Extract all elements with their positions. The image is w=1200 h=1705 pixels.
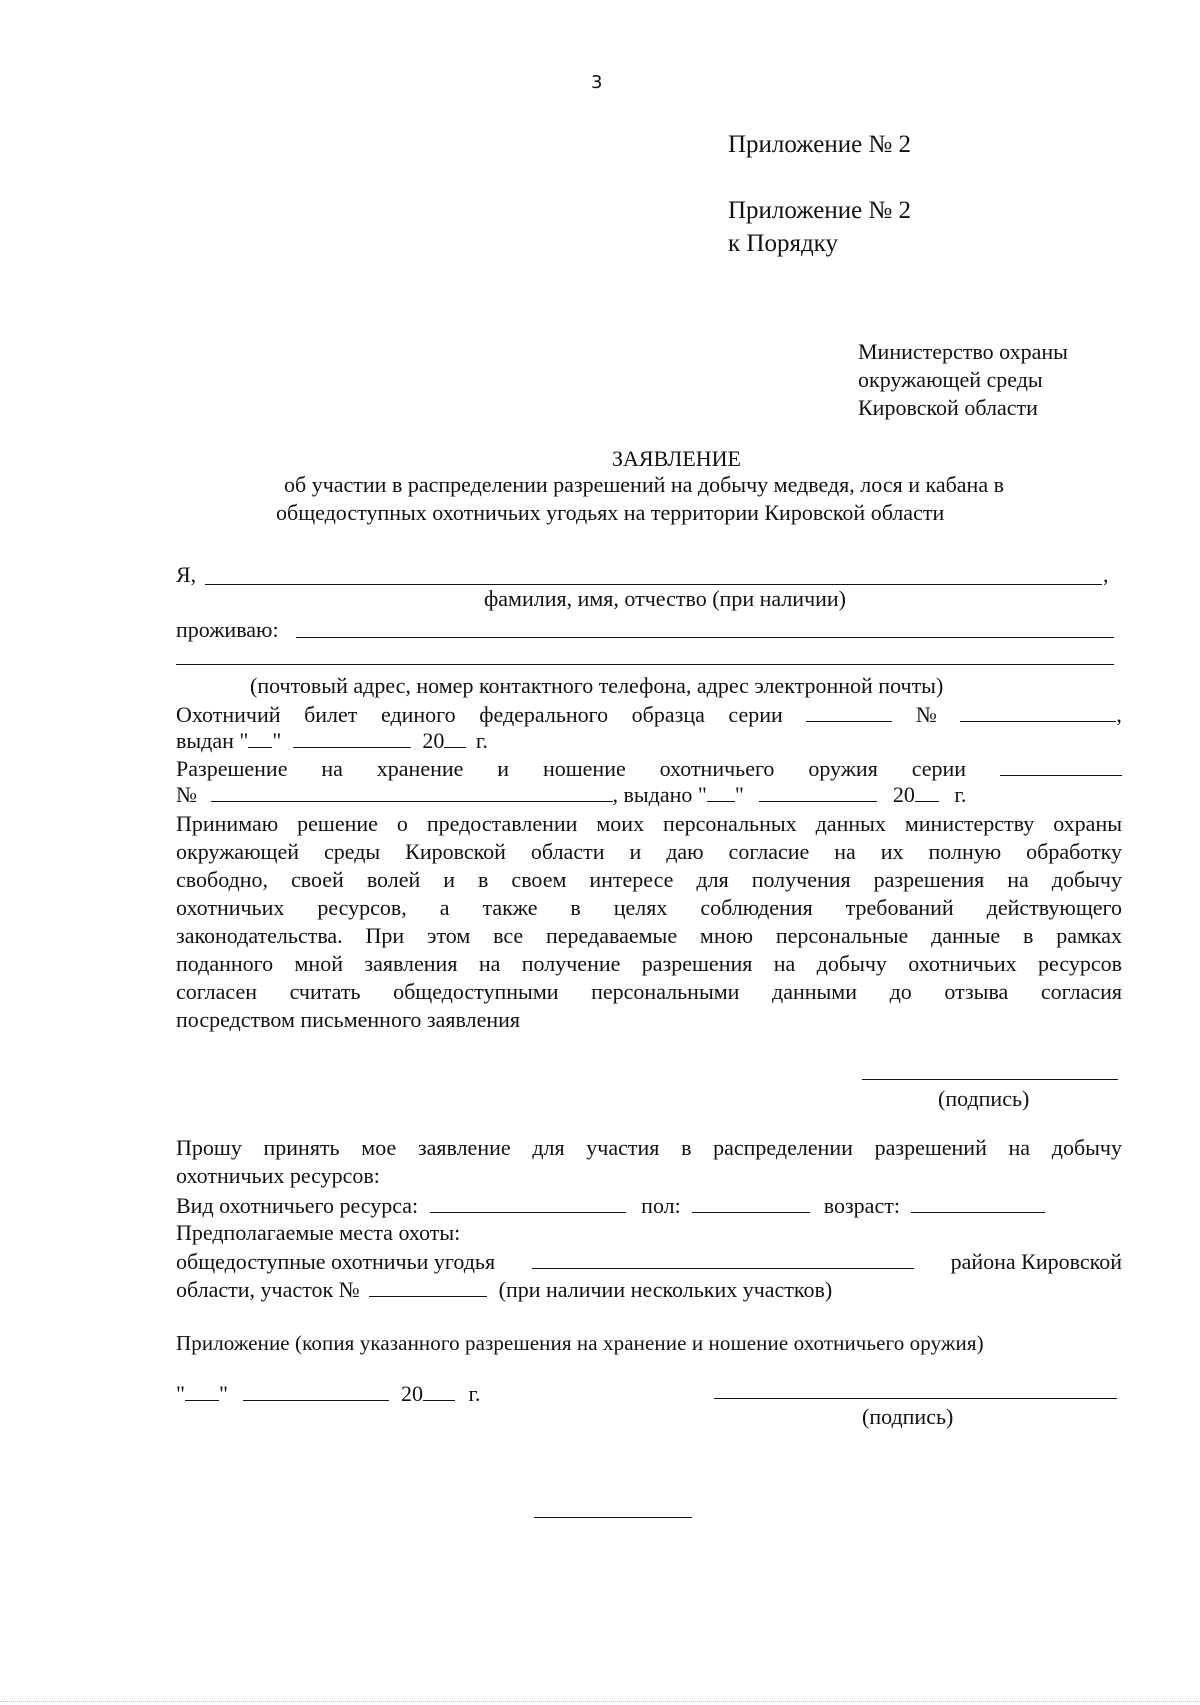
resource-line <box>176 1192 1045 1219</box>
page-bottom-edge <box>0 1701 1200 1702</box>
document-title: ЗАЯВЛЕНИЕ <box>612 446 741 471</box>
consent-line-8: посредством письменного заявления <box>176 1007 521 1032</box>
addressee-line-3: Кировской области <box>858 395 1038 420</box>
permit-word-1: Разрешение <box>176 756 288 781</box>
signature-hint-1: (подпись) <box>938 1086 1030 1111</box>
document-subtitle-2: общедоступных охотничьих угодьях на территории Кировской области <box>276 500 945 525</box>
resource-field[interactable] <box>430 1192 626 1213</box>
ticket-word-4: федерального <box>479 702 609 727</box>
permit-issued-year[interactable] <box>915 781 939 802</box>
address-field-1[interactable] <box>296 637 1114 638</box>
date-year-field[interactable] <box>423 1380 455 1401</box>
permit-number-line <box>176 781 966 808</box>
address-field-2[interactable] <box>176 664 1114 665</box>
region-label: области, участок № <box>176 1277 360 1302</box>
date-year-suffix: г. <box>468 1381 481 1406</box>
permit-word-6: охотничьего <box>659 756 775 781</box>
end-divider <box>534 1517 692 1518</box>
permit-year-prefix: 20 <box>892 782 915 807</box>
permit-word-4: и <box>497 756 510 781</box>
ticket-series-field[interactable] <box>806 701 892 722</box>
consent-line-5: законодательства. При этом все передаваемые мною персональные данные в рамках <box>176 923 1122 948</box>
permit-series-field[interactable] <box>1000 755 1122 776</box>
living-label: проживаю: <box>176 617 279 642</box>
age-field[interactable] <box>911 1192 1045 1213</box>
ticket-comma: , <box>1116 702 1122 727</box>
permit-number-sign: № <box>176 782 197 807</box>
permit-issued-quote: " <box>734 782 744 807</box>
date-line <box>176 1380 481 1407</box>
permit-issued-day[interactable] <box>707 781 735 802</box>
i-label: Я, <box>176 562 197 587</box>
places-label: Предполагаемые места охоты: <box>176 1220 461 1245</box>
consent-line-2: окружающей среды Кировской области и даю согласие на их полную обработку <box>176 839 1122 864</box>
permit-word-7: оружия <box>808 756 878 781</box>
grounds-field[interactable] <box>532 1248 914 1269</box>
addressee-line-1: Министерство охраны <box>858 339 1068 364</box>
ticket-issued-month[interactable] <box>293 727 411 748</box>
consent-line-7: согласен считать общедоступными персональными данными до отзыва согласия <box>176 979 1122 1004</box>
date-open-quote: " <box>176 1381 185 1406</box>
permit-issued-label: , выдано " <box>612 782 707 807</box>
permit-word-3: хранение <box>376 756 464 781</box>
request-line-2: охотничьих ресурсов: <box>176 1163 380 1188</box>
permit-year-suffix: г. <box>954 782 967 807</box>
ticket-word-5: образца <box>631 702 705 727</box>
date-day-field[interactable] <box>185 1380 219 1401</box>
ticket-issued-day[interactable] <box>248 727 272 748</box>
fio-field[interactable] <box>205 584 1102 585</box>
appendix-line-3: к Порядку <box>728 230 838 257</box>
ticket-number-field[interactable] <box>960 701 1116 722</box>
request-line-1: Прошу принять мое заявление для участия в распределении разрешений на добычу <box>176 1135 1122 1160</box>
date-month-field[interactable] <box>243 1380 389 1401</box>
date-close-quote: " <box>218 1381 228 1406</box>
permit-issued-month[interactable] <box>759 781 877 802</box>
permit-word-2: на <box>321 756 343 781</box>
resource-label: Вид охотничьего ресурса: <box>176 1193 419 1218</box>
hunting-ticket-line <box>176 701 1122 728</box>
ticket-year-prefix: 20 <box>422 728 445 753</box>
page-number: 3 <box>591 72 603 93</box>
fio-comma: , <box>1103 562 1109 587</box>
region-line <box>176 1276 832 1303</box>
plots-note: (при наличии нескольких участков) <box>498 1277 833 1302</box>
ticket-issued-quote: " <box>272 728 282 753</box>
district-label: района Кировской <box>950 1249 1122 1274</box>
permit-word-8: серии <box>911 756 967 781</box>
consent-line-3: свободно, своей волей и в своем интересе для получения разрешения на добычу <box>176 867 1122 892</box>
ticket-word-1: Охотничий <box>176 702 281 727</box>
addressee-line-2: окружающей среды <box>858 367 1043 392</box>
plot-field[interactable] <box>369 1276 487 1297</box>
consent-line-6: поданного мной заявления на получение разрешения на добычу охотничьих ресурсов <box>176 951 1122 976</box>
age-label: возраст: <box>823 1193 900 1218</box>
date-year-prefix: 20 <box>400 1381 423 1406</box>
ticket-word-3: единого <box>380 702 456 727</box>
signature-field-2[interactable] <box>714 1398 1117 1399</box>
address-hint: (почтовый адрес, номер контактного телефона, адрес электронной почты) <box>250 673 944 698</box>
consent-line-1: Принимаю решение о предоставлении моих персональных данных министерству охраны <box>176 811 1122 836</box>
ticket-issued-label: выдан " <box>176 728 249 753</box>
appendix-line-2: Приложение № 2 <box>728 197 912 224</box>
permit-line <box>176 755 1122 782</box>
ticket-number-sign: № <box>915 702 937 727</box>
ticket-word-6: серии <box>728 702 783 727</box>
consent-paragraph <box>176 810 1122 1034</box>
permit-word-5: ношение <box>542 756 626 781</box>
attachment-note: Приложение (копия указанного разрешения на хранение и ношение охотничьего оружия) <box>176 1331 984 1355</box>
grounds-line <box>176 1248 1122 1275</box>
permit-number-field[interactable] <box>211 781 613 802</box>
sex-field[interactable] <box>692 1192 810 1213</box>
ticket-issued-year[interactable] <box>444 727 466 748</box>
ticket-year-suffix: г. <box>475 728 488 753</box>
ticket-word-2: билет <box>304 702 358 727</box>
signature-field-1[interactable] <box>862 1079 1118 1080</box>
sex-label: пол: <box>641 1193 681 1218</box>
document-subtitle-1: об участии в распределении разрешений на добычу медведя, лося и кабана в <box>284 472 1004 497</box>
consent-line-4: охотничьих ресурсов, а также в целях соблюдения требований действующего <box>176 895 1122 920</box>
fio-hint: фамилия, имя, отчество (при наличии) <box>484 586 847 611</box>
grounds-label: общедоступные охотничьи угодья <box>176 1249 496 1274</box>
appendix-line-1: Приложение № 2 <box>728 131 912 158</box>
ticket-issued-line <box>176 727 488 754</box>
signature-hint-2: (подпись) <box>862 1404 954 1429</box>
